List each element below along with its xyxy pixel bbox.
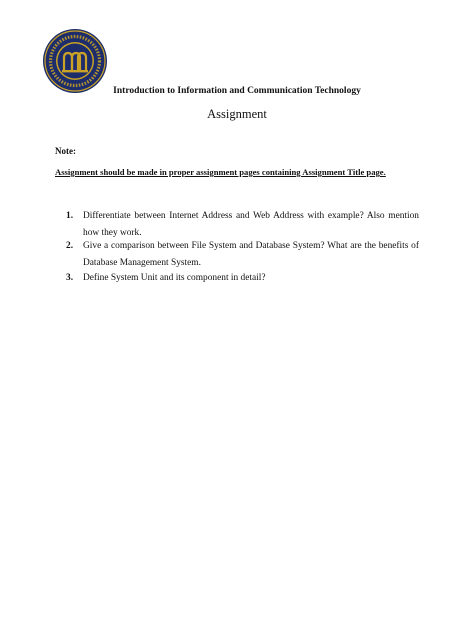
question-number: 1. [66, 211, 74, 221]
question-number: 2. [66, 241, 74, 251]
question-text: Give a comparison between File System and Database System? What are the benefits of Database Management System. [83, 241, 419, 268]
university-logo [42, 28, 108, 94]
document-title: Assignment [207, 107, 267, 121]
university-seal-icon [42, 28, 108, 94]
question-text: Differentiate between Internet Address and Web Address with example? Also mention how they work. [83, 211, 419, 238]
course-title: Introduction to Information and Communication Technology [113, 86, 361, 96]
question-number: 3. [66, 273, 74, 283]
question-text: Define System Unit and its component in detail? [83, 273, 266, 283]
note-text: Assignment should be made in proper assignment pages containing Assignment Title page. [55, 167, 386, 177]
note-label: Note: [55, 146, 76, 156]
